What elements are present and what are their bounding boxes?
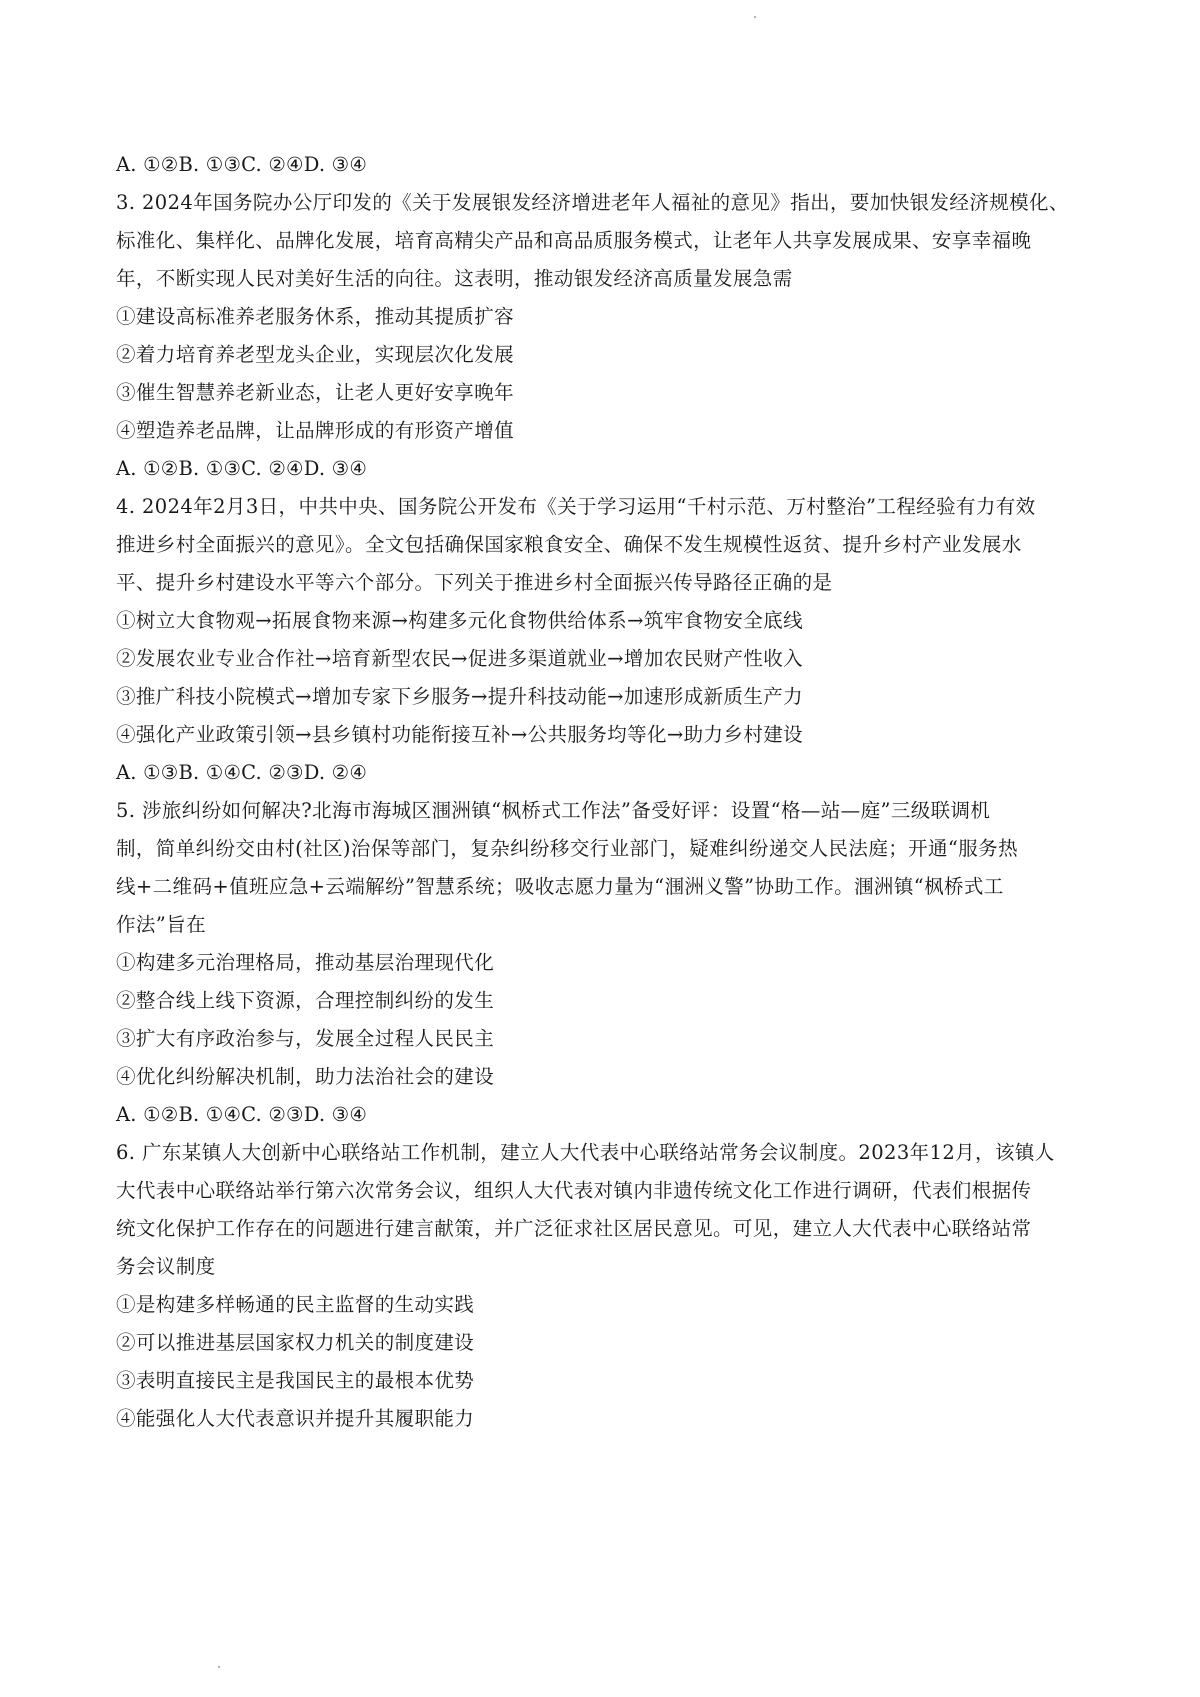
text-line: ①建设高标准养老服务休系，推动其提质扩容 [116, 305, 515, 328]
text-line: 统文化保护工作存在的问题进行建言献策，并广泛征求社区居民意见。可见，建立人大代表中心联络站常 [116, 1217, 1032, 1240]
statement-option [116, 602, 1096, 640]
statement-option [116, 1286, 1096, 1324]
text-line: 大代表中心联络站举行第六次常务会议，组织人大代表对镇内非遗传统文化工作进行调研，代表们根据传 [116, 1179, 1032, 1202]
text-line: 平、提升乡村建设水平等六个部分。下列关于推进乡村全面振兴传导路径正确的是 [116, 571, 833, 594]
statement-option [116, 336, 1096, 374]
text-line: 作法”旨在 [116, 913, 206, 936]
scan-speck [754, 16, 756, 18]
statement-option [116, 412, 1096, 450]
question-stem [116, 184, 1096, 298]
text-line: 3. 2024年国务院办公厅印发的《关于发展银发经济增进老年人福祉的意见》指出，要加快银发经济规模化、 [116, 191, 1069, 214]
text-line: A. ①②B. ①③C. ②④D. ③④ [116, 457, 368, 480]
text-line: 4. 2024年2月3日，中共中央、国务院公开发布《关于学习运用“千村示范、万村整治”工程经验有力有效 [116, 495, 1036, 518]
statement-option [116, 716, 1096, 754]
statement-option [116, 298, 1096, 336]
answer-choices [116, 1096, 1096, 1134]
text-line: ①树立大食物观→拓展食物来源→构建多元化食物供给体系→筑牢食物安全底线 [116, 609, 804, 632]
text-line: 6. 广东某镇人大创新中心联络站工作机制，建立人大代表中心联络站常务会议制度。2023年12月，该镇人 [116, 1141, 1055, 1164]
text-line: ③推广科技小院模式→增加专家下乡服务→提升科技动能→加速形成新质生产力 [116, 685, 804, 708]
text-line: 制，简单纠纷交由村(社区)治保等部门，复杂纠纷移交行业部门，疑难纠纷递交人民法庭；开通“服务热 [116, 837, 1018, 860]
text-line: ④优化纠纷解决机制，助力法治社会的建设 [116, 1065, 495, 1088]
statement-option [116, 1058, 1096, 1096]
answer-choices [116, 450, 1096, 488]
text-line: ①构建多元治理格局，推动基层治理现代化 [116, 951, 495, 974]
text-line: 推进乡村全面振兴的意见》。全文包括确保国家粮食安全、确保不发生规模性返贫、提升乡村产业发展水 [116, 533, 1022, 556]
text-line: ②可以推进基层国家权力机关的制度建设 [116, 1331, 475, 1354]
text-line: A. ①③B. ①④C. ②③D. ②④ [116, 761, 368, 784]
answer-choices [116, 146, 1096, 184]
text-line: ③扩大有序政治参与，发展全过程人民民主 [116, 1027, 495, 1050]
answer-choices [116, 754, 1096, 792]
statement-option [116, 1400, 1096, 1438]
text-line: ①是构建多样畅通的民主监督的生动实践 [116, 1293, 475, 1316]
text-line: ④能强化人大代表意识并提升其履职能力 [116, 1407, 475, 1430]
text-line: 务会议制度 [116, 1255, 216, 1278]
statement-option [116, 1020, 1096, 1058]
text-line: 年，不断实现人民对美好生活的向往。这表明，推动银发经济高质量发展急需 [116, 267, 793, 290]
text-line: 5. 涉旅纠纷如何解决?北海市海城区涠洲镇“枫桥式工作法”备受好评：设置“格—站—庭”三级联调机 [116, 799, 991, 822]
statement-option [116, 944, 1096, 982]
statement-option [116, 1362, 1096, 1400]
text-line: 线+二维码+值班应急+云端解纷”智慧系统；吸收志愿力量为“涠洲义警”协助工作。涠洲镇“枫桥式工 [116, 875, 1004, 898]
statement-option [116, 374, 1096, 412]
document-body [116, 146, 1096, 1438]
question-stem [116, 488, 1096, 602]
text-line: ③表明直接民主是我国民主的最根本优势 [116, 1369, 475, 1392]
scan-speck [218, 1666, 220, 1668]
text-line: ②整合线上线下资源，合理控制纠纷的发生 [116, 989, 495, 1012]
statement-option [116, 640, 1096, 678]
text-line: ③催生智慧养老新业态，让老人更好安享晚年 [116, 381, 515, 404]
text-line: 标准化、集样化、品牌化发展，培育高精尖产品和高品质服务模式，让老年人共享发展成果、安享幸福晚 [116, 229, 1032, 252]
text-line: A. ①②B. ①③C. ②④D. ③④ [116, 153, 368, 176]
text-line: ②发展农业专业合作社→培育新型农民→促进多渠道就业→增加农民财产性收入 [116, 647, 804, 670]
text-line: A. ①②B. ①④C. ②③D. ③④ [116, 1103, 368, 1126]
statement-option [116, 678, 1096, 716]
question-stem [116, 1134, 1096, 1286]
statement-option [116, 1324, 1096, 1362]
text-line: ④塑造养老品牌，让品牌形成的有形资产增值 [116, 419, 515, 442]
text-line: ②着力培育养老型龙头企业，实现层次化发展 [116, 343, 515, 366]
text-line: ④强化产业政策引领→县乡镇村功能衔接互补→公共服务均等化→助力乡村建设 [116, 723, 804, 746]
question-stem [116, 792, 1096, 944]
statement-option [116, 982, 1096, 1020]
